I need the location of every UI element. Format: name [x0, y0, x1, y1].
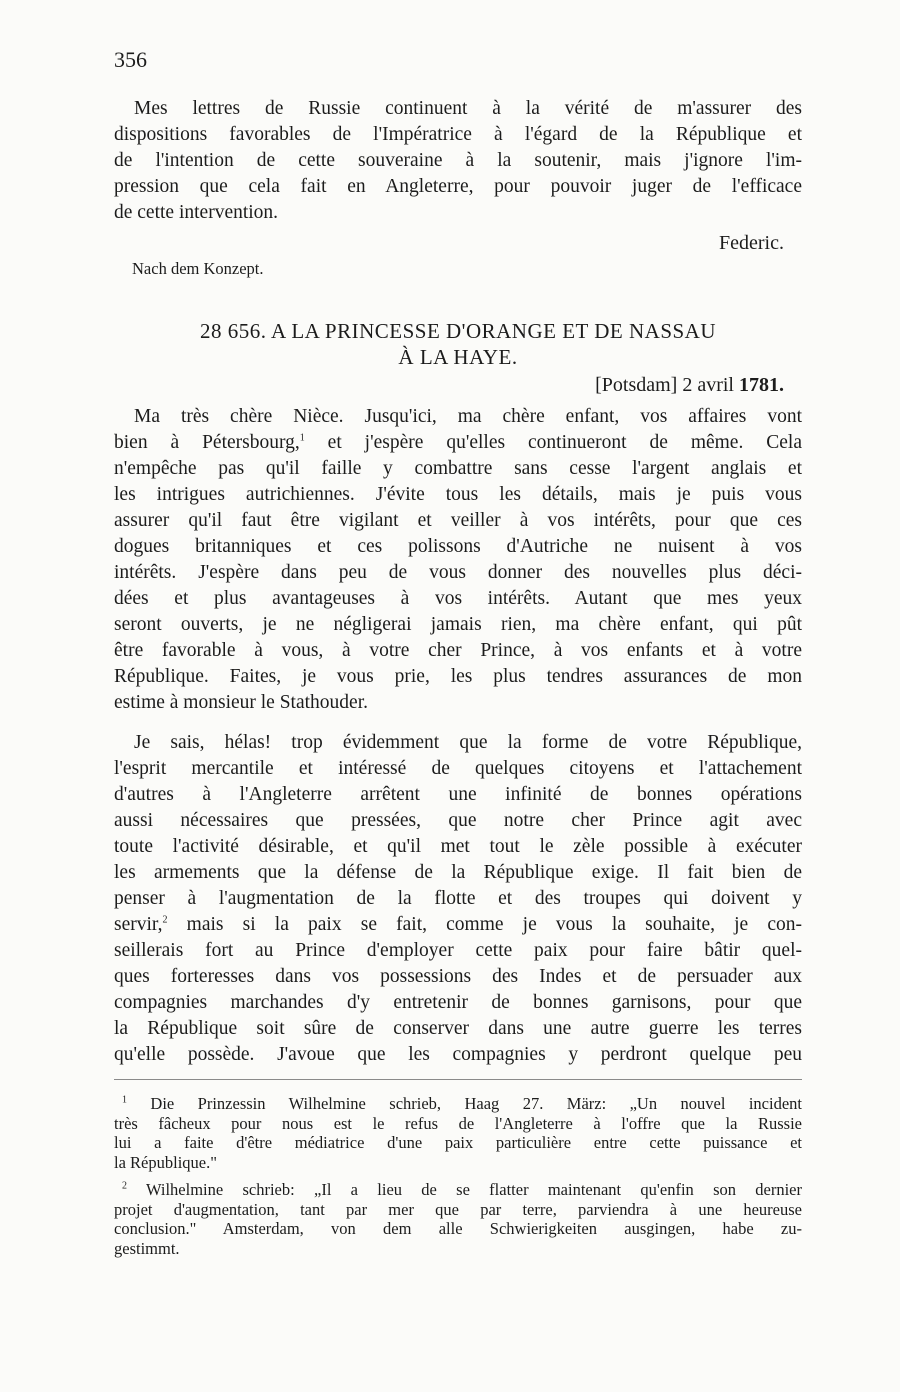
text-line: intérêts. J'espère dans peu de vous donner des nouvelles plus déci-	[114, 562, 802, 583]
footnote-2	[114, 1180, 802, 1258]
text-line: Mes lettres de Russie continuent à la vérité de m'assurer des	[134, 98, 802, 119]
text-line: de l'intention de cette souveraine à la soutenir, mais j'ignore l'im-	[114, 150, 802, 171]
text-line: dées et plus avantageuses à vos intérêts. Autant que mes yeux	[114, 588, 802, 609]
text-line: n'empêche pas qu'il faille y combattre sans cesse l'argent anglais et	[114, 458, 802, 479]
text-line: République. Faites, je vous prie, les plus tendres assurances de mon	[114, 666, 802, 687]
text-line: estime à monsieur le Stathouder.	[114, 692, 368, 713]
signature: Federic.	[719, 232, 784, 254]
footnote-line	[114, 1094, 802, 1114]
text-line: aussi nécessaires que pressées, que notre cher Prince agit avec	[114, 810, 802, 831]
text-fragment: et j'espère qu'elles continueront de même. Cela	[304, 432, 802, 453]
text-line: de cette intervention.	[114, 202, 279, 223]
text-fragment: bien à Pétersbourg,	[114, 432, 300, 453]
source-note: Nach dem Konzept.	[132, 259, 264, 278]
dateline	[114, 372, 784, 398]
text-line: pression que cela fait en Angleterre, pour pouvoir juger de l'efficace	[114, 176, 802, 197]
text-line: toute l'activité désirable, et qu'il met tout le zèle possible à exécuter	[114, 836, 802, 857]
footnote-line	[114, 1180, 802, 1200]
text-line: l'esprit mercantile et intéressé de quelques citoyens et l'attachement	[114, 758, 802, 779]
text-line: dispositions favorables de l'Impératrice à l'égard de la République et	[114, 124, 802, 145]
paragraph-2	[114, 730, 802, 1068]
text-line	[114, 430, 802, 456]
heading-line: 28 656. A LA PRINCESSE D'ORANGE ET DE NASSAU	[199, 319, 717, 343]
text-fragment: mais si la paix se fait, comme je vous la souhaite, je con-	[167, 914, 802, 935]
footnote-marker: 1	[122, 1094, 127, 1106]
footnote-line: la République."	[114, 1152, 217, 1172]
footnote-line: projet d'augmentation, tant par mer que par terre, parviendra à une heureuse	[114, 1199, 802, 1219]
dateline-place: [Potsdam] 2 avril	[595, 374, 739, 396]
text-line: être favorable à vous, à votre cher Prince, à vos enfants et à votre	[114, 640, 802, 661]
text-line: Je sais, hélas! trop évidemment que la forme de votre République,	[134, 732, 802, 753]
footnote-divider	[114, 1079, 802, 1080]
text-line	[114, 912, 802, 938]
text-line: compagnies marchandes d'y entretenir de bonnes garnisons, pour que	[114, 992, 802, 1013]
text-line: penser à l'augmentation de la flotte et des troupes qui doivent y	[114, 888, 802, 909]
text-line: dogues britanniques et ces polissons d'Autriche ne nuisent à vos	[114, 536, 802, 557]
text-line: les intrigues autrichiennes. J'évite tous les détails, mais je puis vous	[114, 484, 802, 505]
text-fragment: servir,	[114, 914, 163, 935]
text-line: assurer qu'il faut être vigilant et veiller à vos intérêts, pour que ces	[114, 510, 802, 531]
text-line: qu'elle possède. J'avoue que les compagnies y perdront quelque peu	[114, 1044, 802, 1065]
text-line: les armements que la défense de la République exige. Il fait bien de	[114, 862, 802, 883]
text-line: Ma très chère Nièce. Jusqu'ici, ma chère enfant, vos affaires vont	[134, 406, 802, 427]
text-line: d'autres à l'Angleterre arrêtent une infinité de bonnes opérations	[114, 784, 802, 805]
letter-heading	[114, 318, 802, 370]
page-number: 356	[114, 47, 147, 72]
footnote-line: lui a faite d'être médiatrice d'une paix particulière entre cette puissance et	[114, 1133, 802, 1152]
paragraph-1	[114, 404, 802, 716]
dateline-year: 1781.	[739, 374, 784, 396]
footnote-1	[114, 1094, 802, 1172]
footnote-ref: 1	[299, 432, 305, 444]
text-fragment: Die Prinzessin Wilhelmine schrieb, Haag 27. März: „Un nouvel incident	[127, 1094, 802, 1113]
footnote-ref: 2	[162, 914, 168, 926]
text-line: seillerais fort au Prince d'employer cette paix pour faire bâtir quel-	[114, 940, 802, 961]
text-line: la République soit sûre de conserver dans une autre guerre les terres	[114, 1018, 802, 1039]
text-fragment: Wilhelmine schrieb: „Il a lieu de se flatter maintenant qu'enfin son dernier	[127, 1180, 802, 1199]
footnote-line: gestimmt.	[114, 1238, 180, 1258]
letter-end-text	[114, 96, 802, 226]
footnote-marker: 2	[122, 1180, 127, 1192]
heading-line: À LA HAYE.	[398, 345, 518, 369]
footnote-line: très fâcheux pour nous est le refus de l'Angleterre à l'offre que la Russie	[114, 1113, 802, 1133]
text-line: ques forteresses dans vos possessions des Indes et de persuader aux	[114, 966, 802, 987]
footnote-line: conclusion." Amsterdam, von dem alle Schwierigkeiten ausgingen, habe zu-	[114, 1219, 802, 1238]
text-line: seront ouverts, je ne négligerai jamais rien, ma chère enfant, qui pût	[114, 614, 802, 635]
